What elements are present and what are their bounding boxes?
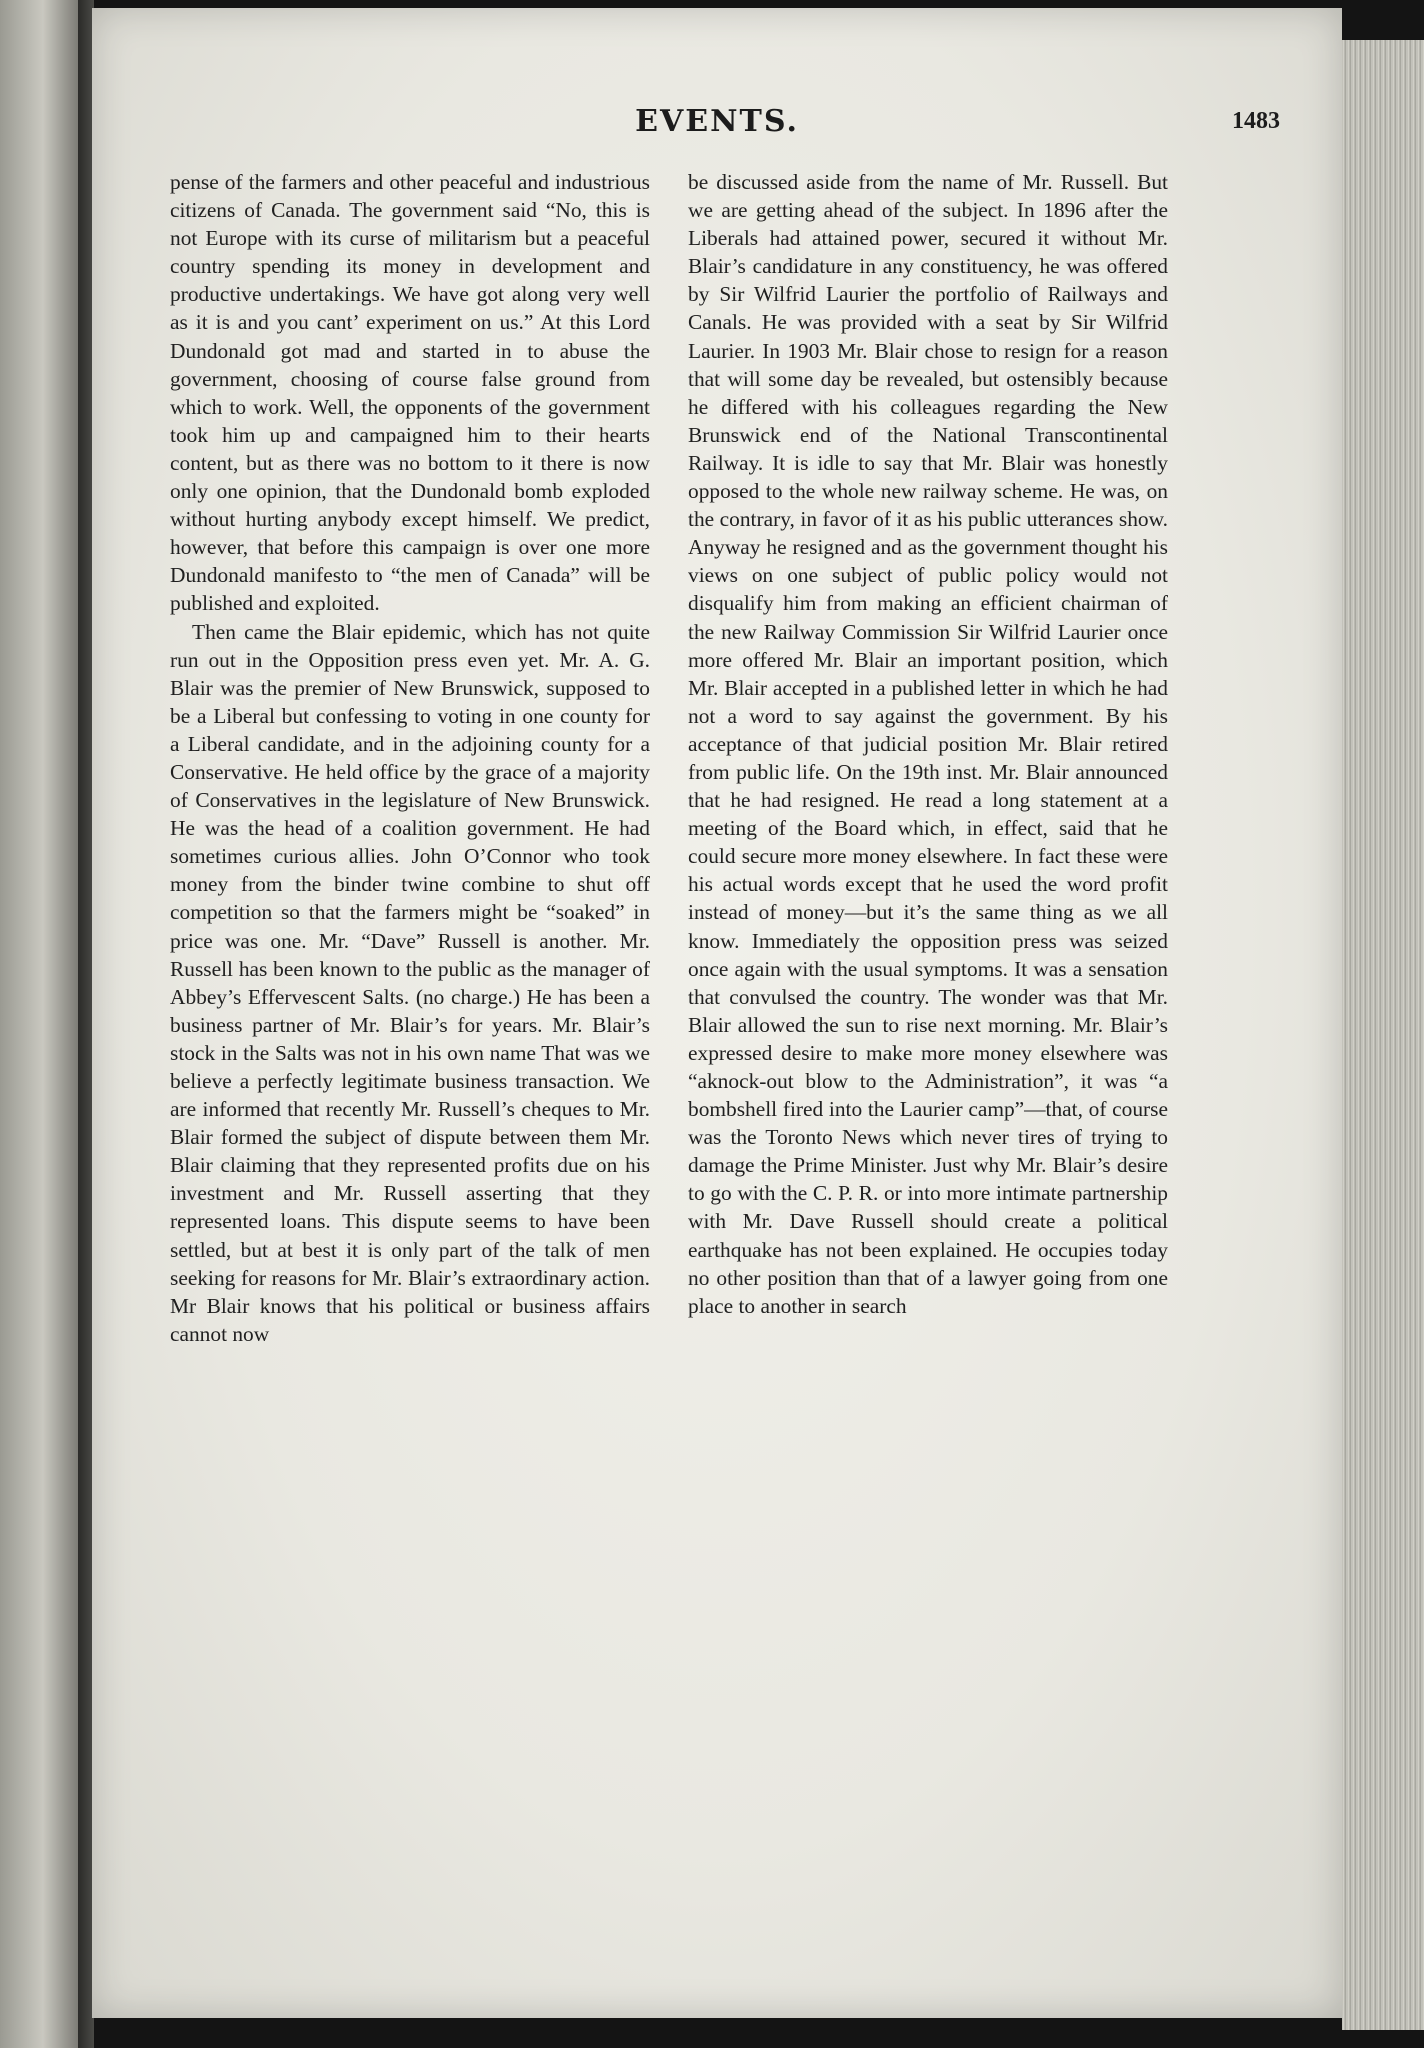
paragraph-blair-continued: be discussed aside from the name of Mr. Russell. But we are getting ahead of the subject. In 1896 after the Liberals had attained power, secured it without Mr. Blair’s candidature in any constituency, he was offered by Sir Wilfrid Laurier the portfolio of Railways and Canals. He was provided with a seat by Sir Wilfrid Laurier. In 1903 Mr. Blair chose to resign for a reason that will some day be revealed, but ostensibly because he differed with his colleagues regarding the New Brunswick end of the National Transcontinental Railway. It is idle to say that Mr. Blair was honestly opposed to the whole new railway scheme. He was, on the contrary, in favor of it as his public utterances show. Anyway he resigned and as the government thought his views on one subject of public policy would not disqualify him from making an efficient chairman of the new Railway Commission Sir Wilfrid Laurier once more offered Mr. Blair an important position, which Mr. Blair accepted in a published letter in which he had not a word to say against the government. By his acceptance of that judicial position Mr. Blair retired from public life. On the 19th inst. Mr. Blair announced that he had resigned. He read a long statement at a meeting of the Board which, in effect, said that he could secure more money elsewhere. In fact these were his actual words except that he used the word profit instead of money—but it’s the same thing as we all know. Immediately the opposition press was seized once again with the usual symptoms. It was a sensation that convulsed the country. The wonder was that Mr. Blair allowed the sun to rise next morning. Mr. Blair’s expressed desire to make more money elsewhere was “aknock-out blow to the Administration”, it was “a bombshell fired into the Laurier camp”—that, of course was the Toronto News which never tires of trying to damage the Prime Minister. Just why Mr. Blair’s desire to go with the C. P. R. or into more intimate partnership with Mr. Dave Russell should create a political earthquake has not been explained. He occupies today no other position than that of a lawyer going from one place to another in search bbox=[688, 170, 1168, 1318]
page-stack-edges bbox=[1342, 40, 1424, 2030]
book-page bbox=[92, 8, 1342, 2018]
page-header bbox=[92, 104, 1342, 144]
page-number: 1483 bbox=[1232, 108, 1280, 134]
paragraph-dundonald: pense of the farmers and other peaceful and industrious citizens of Canada. The government said “No, this is not Europe with its curse of militarism but a peaceful country spending its money in development and productive undertakings. We have got along very well as it is and you cant’ experiment on us.” At this Lord Dundonald got mad and started in to abuse the government, choosing of course false ground from which to work. Well, the opponents of the government took him up and campaigned him to their hearts content, but as there was no bottom to it there is now only one opinion, that the Dundonald bomb exploded without hurting anybody except himself. We predict, however, that before this campaign is over one more Dundonald manifesto to “the men of Canada” will be published and exploited. bbox=[170, 170, 650, 616]
running-head: EVENTS. bbox=[635, 104, 799, 139]
facing-page-edge bbox=[0, 0, 78, 2048]
left-column bbox=[170, 168, 650, 1348]
right-column bbox=[688, 168, 1168, 1320]
paragraph-blair-epidemic: Then came the Blair epidemic, which has not quite run out in the Opposition press even yet. Mr. A. G. Blair was the premier of New Brunswick, supposed to be a Liberal but confessing to voting in one county for a Liberal candidate, and in the adjoining county for a Conservative. He held office by the grace of a majority of Conservatives in the legislature of New Brunswick. He was the head of a coalition government. He had sometimes curious allies. John O’Connor who took money from the binder twine combine to shut off competition so that the farmers might be “soaked” in price was one. Mr. “Dave” Russell is another. Mr. Russell has been known to the public as the manager of Abbey’s Effervescent Salts. (no charge.) He has been a business partner of Mr. Blair’s for years. Mr. Blair’s stock in the Salts was not in his own name That was we believe a perfectly legitimate business transaction. We are informed that recently Mr. Russell’s cheques to Mr. Blair formed the subject of dispute between them Mr. Blair claiming that they represented profits due on his investment and Mr. Russell asserting that they represented loans. This dispute seems to have been settled, but at best it is only part of the talk of men seeking for reasons for Mr. Blair’s extraordinary action. Mr Blair knows that his political or business affairs cannot now bbox=[170, 619, 650, 1346]
